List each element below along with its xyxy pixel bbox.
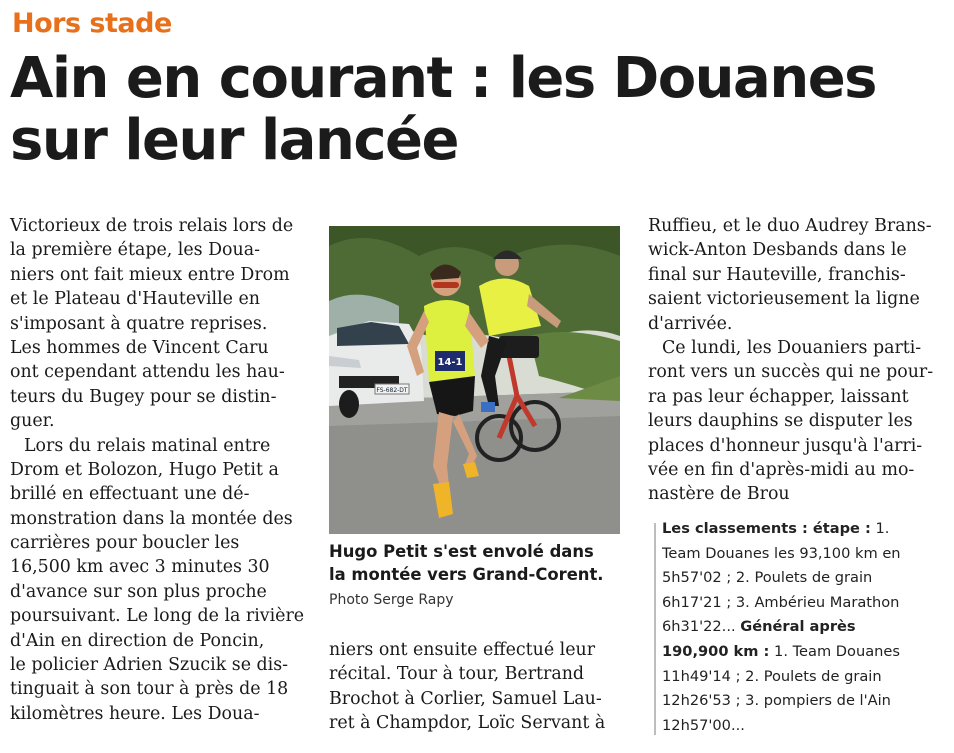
text-line: teurs du Bugey pour se distin-: [10, 386, 277, 407]
text-line: monstration dans la montée des: [10, 508, 293, 529]
text-line: récital. Tour à tour, Bertrand: [329, 664, 585, 685]
text-line: kilomètres heure. Les Doua-: [10, 703, 260, 724]
headline-line-2: sur leur lancée: [10, 108, 458, 173]
results-line: 12h26'53 ; 3. pompiers de l'Ain: [662, 692, 891, 710]
text-line: leurs dauphins se disputer les: [648, 411, 913, 432]
article-column-1: [10, 214, 305, 726]
text-line: ra pas leur échapper, laissant: [648, 386, 909, 407]
results-line: 6h31'22... Général après: [662, 618, 856, 636]
headline-line-1: Ain en courant : les Douanes: [10, 46, 877, 111]
text-line: Lors du relais matinal entre: [24, 435, 271, 456]
text-line: et le Plateau d'Hauteville en: [10, 289, 260, 310]
text-line: ront vers un succès qui ne pour-: [648, 362, 934, 383]
text-line: wick-Anton Desbands dans le: [648, 240, 907, 261]
bib-number: 14-1: [437, 357, 463, 368]
article-column-3: [648, 214, 940, 507]
results-heading: Les classements : étape :: [662, 520, 871, 537]
caption-line-1: Hugo Petit s'est envolé dans: [329, 542, 594, 561]
results-line: Team Douanes les 93,100 km en: [662, 544, 901, 562]
article-photo: [329, 226, 620, 534]
results-line: 12h57'00...: [662, 716, 745, 734]
results-box: [662, 517, 942, 738]
results-line: Les classements : étape : 1.: [662, 520, 890, 537]
article-headline: [10, 48, 940, 172]
results-line: 11h49'14 ; 2. Poulets de grain: [662, 667, 882, 685]
results-line: 5h57'02 ; 2. Poulets de grain: [662, 569, 873, 587]
text-line: carrières pour boucler les: [10, 533, 240, 554]
text-line: niers ont fait mieux entre Drom: [10, 264, 290, 285]
text-line: vée en fin d'après-midi au mo-: [648, 459, 915, 480]
results-line: 6h17'21 ; 3. Ambérieu Marathon: [662, 593, 900, 611]
text-line: d'avance sur son plus proche: [10, 581, 267, 602]
text-line: Drom et Bolozon, Hugo Petit a: [10, 459, 279, 480]
general-heading: Général après: [740, 618, 856, 636]
article-column-2: [329, 638, 621, 736]
text-line: guer.: [10, 411, 55, 432]
text-line: ont cependant attendu les hau-: [10, 362, 285, 383]
photo-credit: Photo Serge Rapy: [329, 592, 454, 608]
license-plate-text: FS-682-DT: [376, 387, 408, 394]
text-line: Les hommes de Vincent Caru: [10, 337, 269, 358]
text-line: Ruffieu, et le duo Audrey Brans-: [648, 216, 932, 236]
text-line: nastère de Brou: [648, 484, 790, 505]
results-rule: [654, 523, 656, 735]
text-line: final sur Hauteville, franchis-: [648, 264, 906, 285]
text-line: d'arrivée.: [648, 313, 733, 334]
text-line: Ce lundi, les Douaniers parti-: [662, 337, 922, 358]
text-line: Brochot à Corlier, Samuel Lau-: [329, 688, 602, 709]
text-line: d'Ain en direction de Poncin,: [10, 630, 265, 651]
text-line: la première étape, les Doua-: [10, 240, 260, 261]
caption-line-2: la montée vers Grand-Corent.: [329, 565, 604, 584]
text-line: saient victorieusement la ligne: [648, 289, 920, 310]
section-kicker: Hors stade: [12, 8, 172, 39]
text-line: 16,500 km avec 3 minutes 30: [10, 557, 270, 578]
text-line: poursuivant. Le long de la rivière: [10, 606, 305, 627]
text-line: places d'honneur jusqu'à l'arri-: [648, 435, 923, 456]
text-line: niers ont ensuite effectué leur: [329, 640, 596, 660]
text-line: Victorieux de trois relais lors de: [10, 216, 294, 236]
text-line: le policier Adrien Szucik se dis-: [10, 655, 289, 676]
text-line: ret à Champdor, Loïc Servant à: [329, 713, 606, 734]
photo-caption: [329, 540, 629, 612]
text-line: brillé en effectuant une dé-: [10, 484, 250, 505]
text-line: tinguait à son tour à près de 18: [10, 679, 289, 700]
text-line: s'imposant à quatre reprises.: [10, 313, 268, 334]
results-line: 190,900 km : 1. Team Douanes: [662, 642, 900, 660]
